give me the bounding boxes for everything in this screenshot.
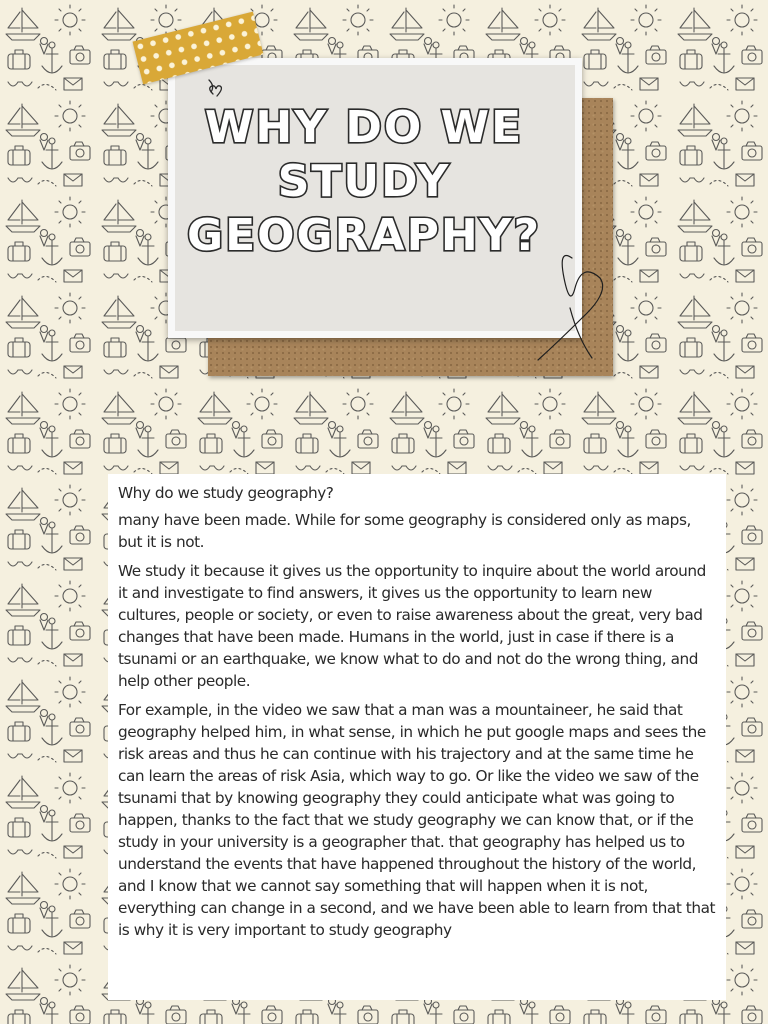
essay-heading: Why do we study geography?	[118, 484, 334, 502]
essay-paragraph-2: We study it because it gives us the opportunity to inquire about the world around it and investigate to find answers, it gives us the opportunity to learn new cultures, people or society, or even to raise awareness about the great, very bad changes that have been made. Humans in the world, just in case if there is a tsunami or an earthquake, we know what to do and not do the wrong thing, and help other people.	[118, 562, 706, 690]
title-line-1: WHY DO WE	[204, 102, 524, 153]
page-title	[168, 100, 582, 270]
essay-paragraph-3: For example, in the video we saw that a man was a mountaineer, he said that geography helped him, in what sense, in which he put google maps and sees the risk areas and thus he can continue with his trajectory and at the same time he can learn the areas of risk Asia, which way to go. Or like the video we saw of the tsunami that by knowing geography they could anticipate what was going to happen, thanks to the fact that we study geography we can know that, or if the study in your university is a geographer that. that geography has helped us to understand the events that have happened throughout the history of the world, and I know that we cannot say something that will happen when it is not, everything can change in a second, and we have been able to learn from that that is why it is very important to study geography	[118, 701, 716, 939]
essay-paragraph-1: many have been made. While for some geography is considered only as maps, but it is not.	[118, 511, 691, 551]
essay-text-box	[108, 474, 726, 1000]
title-line-2: STUDY	[277, 156, 451, 207]
heart-swirl-doodle-icon	[520, 248, 610, 378]
title-line-3: GEOGRAPHY?	[186, 210, 542, 261]
